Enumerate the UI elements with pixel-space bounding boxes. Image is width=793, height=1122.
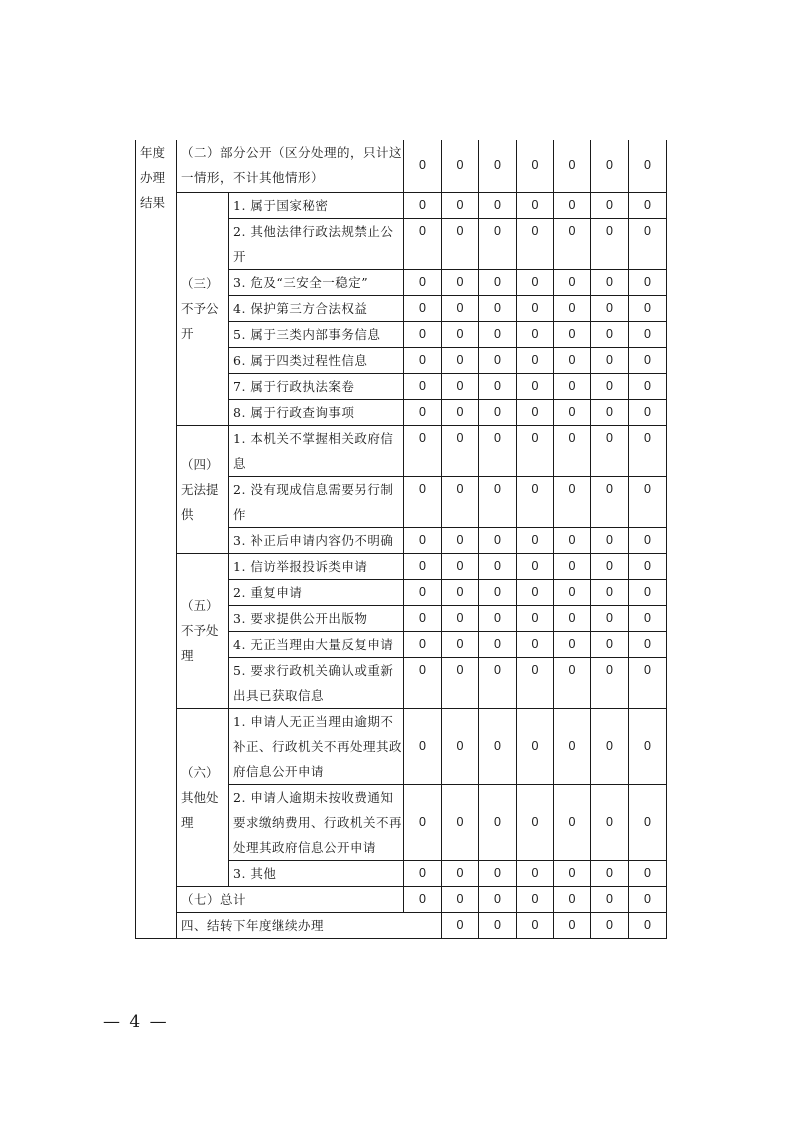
value-cell: 0	[554, 399, 591, 425]
value-text: 0	[419, 223, 426, 238]
value-cell	[479, 657, 517, 708]
value-cell: 0	[479, 579, 517, 605]
value-cell: 0	[479, 527, 517, 553]
value-text: 0	[494, 481, 501, 496]
value-cell: 0	[517, 295, 554, 321]
row-label: 2. 申请人逾期未按收费通知要求缴纳费用、行政机关不再处理其政府信息公开申请	[229, 784, 404, 860]
value-cell: 0	[479, 860, 517, 886]
value-cell: 0	[479, 295, 517, 321]
value-cell: 0	[591, 140, 629, 192]
value-cell: 0	[591, 605, 629, 631]
group-label	[177, 425, 229, 553]
value-cell: 0	[442, 140, 479, 192]
value-text: 0	[606, 430, 613, 445]
row-label: 1. 申请人无正当理由逾期不补正、行政机关不再处理其政府信息公开申请	[229, 708, 404, 784]
value-cell: 0	[517, 192, 554, 218]
value-cell: 0	[479, 347, 517, 373]
group-label	[177, 708, 229, 886]
value-cell: 0	[404, 527, 442, 553]
value-text: 0	[494, 430, 501, 445]
value-cell: 0	[554, 605, 591, 631]
value-cell	[517, 657, 554, 708]
value-cell: 0	[404, 784, 442, 860]
value-cell: 0	[591, 784, 629, 860]
value-cell: 0	[554, 192, 591, 218]
value-cell: 0	[404, 269, 442, 295]
value-cell	[442, 425, 479, 476]
value-cell: 0	[629, 295, 667, 321]
value-cell: 0	[442, 708, 479, 784]
row-label: 1. 信访举报投诉类申请	[229, 553, 404, 579]
table-row	[136, 912, 667, 938]
value-text: 0	[419, 430, 426, 445]
value-cell: 0	[629, 553, 667, 579]
row-label: 2. 没有现成信息需要另行制作	[229, 476, 404, 527]
value-cell: 0	[517, 605, 554, 631]
value-cell: 0	[479, 886, 517, 912]
value-cell: 0	[442, 321, 479, 347]
value-text: 0	[456, 481, 464, 496]
value-cell: 0	[629, 912, 667, 938]
value-cell	[554, 425, 591, 476]
table-row	[136, 425, 667, 476]
value-cell: 0	[554, 140, 591, 192]
value-cell: 0	[629, 605, 667, 631]
row-label: 3. 要求提供公开出版物	[229, 605, 404, 631]
value-cell: 0	[479, 192, 517, 218]
value-cell: 0	[404, 373, 442, 399]
table-row	[136, 708, 667, 784]
value-text: 0	[644, 223, 651, 238]
value-cell: 0	[591, 269, 629, 295]
value-text: 0	[644, 430, 651, 445]
value-cell	[404, 657, 442, 708]
value-text: 0	[456, 662, 464, 677]
value-cell	[442, 218, 479, 269]
value-cell	[554, 476, 591, 527]
row-label: 4. 无正当理由大量反复申请	[229, 631, 404, 657]
value-cell: 0	[517, 527, 554, 553]
row-label: 5. 要求行政机关确认或重新出具已获取信息	[229, 657, 404, 708]
value-cell: 0	[517, 553, 554, 579]
value-text: 0	[606, 481, 613, 496]
value-cell: 0	[404, 708, 442, 784]
row-label: 6. 属于四类过程性信息	[229, 347, 404, 373]
row-label: 4. 保护第三方合法权益	[229, 295, 404, 321]
row-label: 1. 本机关不掌握相关政府信息	[229, 425, 404, 476]
value-cell: 0	[442, 269, 479, 295]
row-label: 5. 属于三类内部事务信息	[229, 321, 404, 347]
value-text: 0	[606, 223, 613, 238]
value-cell: 0	[629, 373, 667, 399]
value-cell: 0	[591, 631, 629, 657]
value-cell: 0	[554, 295, 591, 321]
value-text: 0	[568, 430, 576, 445]
value-cell	[629, 657, 667, 708]
value-cell: 0	[629, 527, 667, 553]
value-cell: 0	[404, 579, 442, 605]
value-cell: 0	[554, 860, 591, 886]
value-text: 0	[494, 223, 501, 238]
page-number: — 4 —	[103, 1012, 169, 1032]
row-label: 2. 重复申请	[229, 579, 404, 605]
value-cell: 0	[479, 269, 517, 295]
value-cell: 0	[629, 708, 667, 784]
row-label: 3. 补正后申请内容仍不明确	[229, 527, 404, 553]
value-cell: 0	[479, 553, 517, 579]
row-label: （二）部分公开（区分处理的，只计这一情形，不计其他情形）	[177, 140, 404, 192]
table-row	[136, 192, 667, 218]
value-cell: 0	[554, 912, 591, 938]
value-cell	[591, 476, 629, 527]
value-cell: 0	[629, 886, 667, 912]
value-cell: 0	[591, 553, 629, 579]
value-cell	[591, 425, 629, 476]
value-cell: 0	[517, 321, 554, 347]
value-text: 0	[568, 481, 576, 496]
value-text: 0	[606, 662, 613, 677]
total-label: （七）总计	[177, 886, 404, 912]
row-label: 3. 危及“三安全一稳定”	[229, 269, 404, 295]
value-cell: 0	[591, 912, 629, 938]
value-cell: 0	[479, 605, 517, 631]
value-cell	[591, 657, 629, 708]
value-cell: 0	[517, 399, 554, 425]
value-cell: 0	[517, 269, 554, 295]
value-cell: 0	[554, 269, 591, 295]
value-cell	[629, 425, 667, 476]
value-cell: 0	[629, 321, 667, 347]
value-cell	[554, 218, 591, 269]
table-row	[136, 553, 667, 579]
value-cell: 0	[404, 605, 442, 631]
value-cell: 0	[554, 321, 591, 347]
value-text: 0	[419, 662, 426, 677]
group-label-text: （四）无法提供	[181, 456, 219, 522]
value-cell: 0	[442, 527, 479, 553]
value-cell: 0	[442, 579, 479, 605]
value-cell: 0	[517, 140, 554, 192]
value-text: 0	[531, 662, 539, 677]
value-cell: 0	[404, 140, 442, 192]
value-cell: 0	[591, 192, 629, 218]
carry-over-label: 四、结转下年度继续办理	[177, 912, 442, 938]
value-cell: 0	[442, 860, 479, 886]
row-label: 8. 属于行政查询事项	[229, 399, 404, 425]
table-row	[136, 140, 667, 192]
value-cell: 0	[404, 321, 442, 347]
value-cell	[517, 218, 554, 269]
group-label-text: （三）不予公开	[181, 276, 219, 341]
value-cell: 0	[591, 527, 629, 553]
value-cell: 0	[591, 399, 629, 425]
value-cell: 0	[404, 295, 442, 321]
value-cell: 0	[442, 399, 479, 425]
disclosure-results-table	[135, 140, 667, 939]
value-cell: 0	[442, 605, 479, 631]
value-cell: 0	[404, 399, 442, 425]
value-cell: 0	[517, 708, 554, 784]
value-cell: 0	[629, 399, 667, 425]
value-cell: 0	[554, 553, 591, 579]
value-cell: 0	[629, 579, 667, 605]
value-cell: 0	[517, 912, 554, 938]
value-text: 0	[456, 223, 464, 238]
value-cell: 0	[404, 631, 442, 657]
value-cell: 0	[404, 860, 442, 886]
value-cell: 0	[629, 347, 667, 373]
value-text: 0	[419, 481, 426, 496]
value-cell: 0	[554, 373, 591, 399]
value-cell: 0	[629, 631, 667, 657]
row-label: 2. 其他法律行政法规禁止公开	[229, 218, 404, 269]
value-cell: 0	[629, 140, 667, 192]
group-label	[177, 553, 229, 708]
value-text: 0	[568, 662, 576, 677]
value-cell: 0	[442, 631, 479, 657]
value-cell	[442, 657, 479, 708]
value-text: 0	[644, 481, 651, 496]
row-label: 3. 其他	[229, 860, 404, 886]
value-cell: 0	[554, 579, 591, 605]
value-cell: 0	[629, 269, 667, 295]
value-cell: 0	[517, 347, 554, 373]
row-label: 7. 属于行政执法案卷	[229, 373, 404, 399]
value-cell: 0	[442, 373, 479, 399]
value-cell: 0	[591, 295, 629, 321]
value-cell: 0	[517, 373, 554, 399]
value-cell	[591, 218, 629, 269]
value-cell: 0	[591, 708, 629, 784]
value-cell	[404, 425, 442, 476]
outer-category-label: 年度办理结果	[136, 140, 177, 938]
group-label	[177, 192, 229, 425]
value-cell: 0	[554, 527, 591, 553]
value-cell: 0	[591, 886, 629, 912]
value-cell: 0	[517, 860, 554, 886]
value-cell: 0	[442, 295, 479, 321]
value-cell	[479, 425, 517, 476]
value-cell: 0	[404, 347, 442, 373]
value-cell: 0	[591, 860, 629, 886]
value-text: 0	[644, 662, 651, 677]
value-cell: 0	[479, 912, 517, 938]
group-label-text: （六）其他处理	[181, 764, 219, 830]
value-cell	[629, 218, 667, 269]
value-cell: 0	[479, 373, 517, 399]
value-cell: 0	[404, 886, 442, 912]
value-text: 0	[494, 662, 501, 677]
value-cell: 0	[442, 886, 479, 912]
value-cell: 0	[517, 631, 554, 657]
value-cell: 0	[442, 347, 479, 373]
value-cell: 0	[517, 784, 554, 860]
value-cell	[442, 476, 479, 527]
value-cell	[554, 657, 591, 708]
value-cell: 0	[591, 373, 629, 399]
value-cell	[479, 476, 517, 527]
value-cell: 0	[404, 553, 442, 579]
value-text: 0	[531, 223, 539, 238]
value-cell: 0	[517, 886, 554, 912]
value-cell: 0	[629, 860, 667, 886]
value-cell: 0	[554, 631, 591, 657]
value-cell: 0	[517, 579, 554, 605]
row-label: 1. 属于国家秘密	[229, 192, 404, 218]
value-text: 0	[456, 430, 464, 445]
value-text: 0	[531, 481, 539, 496]
group-label-text: （五）不予处理	[181, 598, 219, 663]
value-cell	[517, 425, 554, 476]
value-cell: 0	[554, 708, 591, 784]
value-cell: 0	[479, 321, 517, 347]
value-cell: 0	[629, 192, 667, 218]
value-cell: 0	[404, 192, 442, 218]
value-cell: 0	[442, 192, 479, 218]
value-cell	[517, 476, 554, 527]
value-cell: 0	[479, 631, 517, 657]
value-cell: 0	[479, 708, 517, 784]
value-cell: 0	[479, 399, 517, 425]
value-cell: 0	[479, 140, 517, 192]
value-cell: 0	[479, 784, 517, 860]
value-cell: 0	[442, 784, 479, 860]
value-cell: 0	[591, 321, 629, 347]
value-cell	[629, 476, 667, 527]
value-cell	[479, 218, 517, 269]
table-row	[136, 886, 667, 912]
value-text: 0	[531, 430, 539, 445]
value-cell: 0	[591, 579, 629, 605]
value-cell: 0	[554, 784, 591, 860]
value-cell: 0	[554, 886, 591, 912]
value-cell: 0	[591, 347, 629, 373]
value-cell: 0	[442, 912, 479, 938]
value-cell: 0	[554, 347, 591, 373]
value-cell	[404, 218, 442, 269]
value-cell: 0	[442, 553, 479, 579]
value-cell: 0	[629, 784, 667, 860]
value-cell	[404, 476, 442, 527]
value-text: 0	[568, 223, 576, 238]
